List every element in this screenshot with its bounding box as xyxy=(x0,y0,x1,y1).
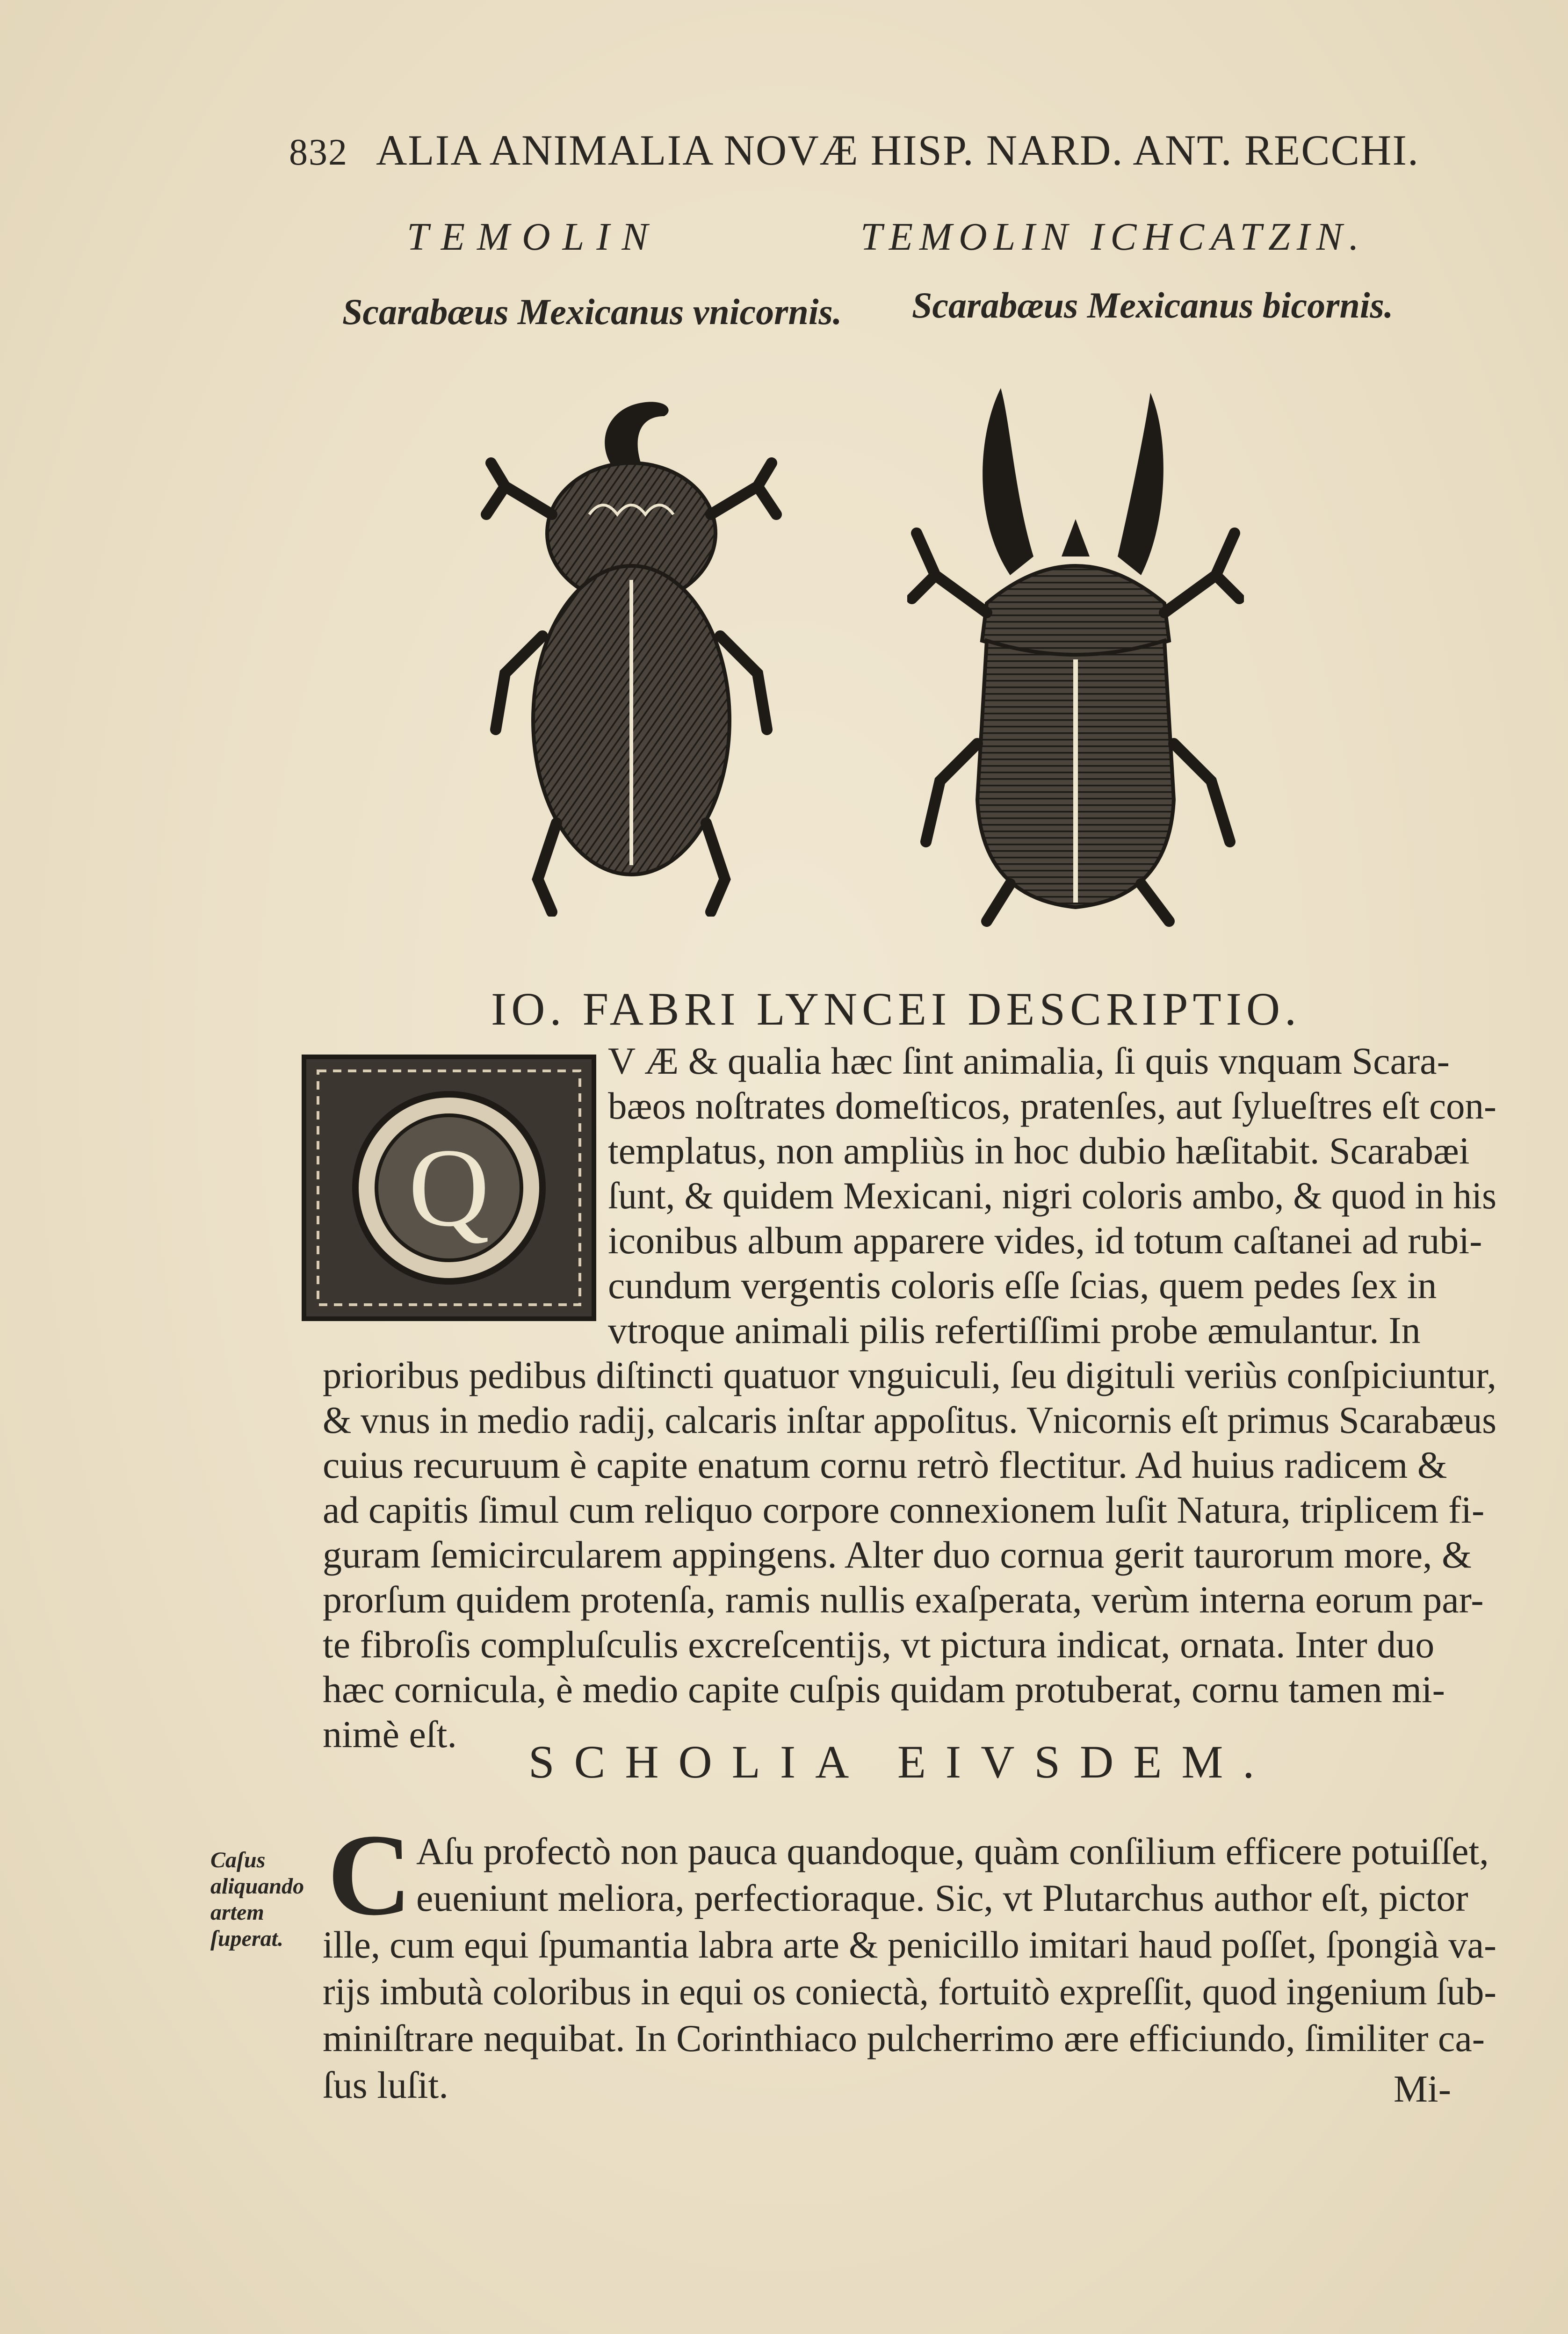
page-number: 832 xyxy=(289,132,348,173)
catchword: Mi- xyxy=(1394,2067,1451,2110)
desc-line: hæc cornicula, è medio capite cuſpis quidam protuberat, cornu tamen mi- xyxy=(323,1668,1445,1711)
beetle-bicorn-illustration xyxy=(907,379,1244,935)
running-head xyxy=(289,125,1419,175)
desc-line: prorſum quidem protenſa, ramis nullis exaſperata, verùm interna eorum par- xyxy=(323,1578,1484,1621)
initial-letter: Q xyxy=(408,1125,490,1250)
desc-line: te fibroſis compluſculis excreſcentijs, vt pictura indicat, ornata. Inter duo xyxy=(323,1623,1435,1666)
beetle-unicorn-illustration xyxy=(477,393,786,917)
desc-line: templatus, non ampliùs in hoc dubio hæſitabit. Scarabæi xyxy=(608,1129,1470,1172)
figure-caption-left: Scarabæus Mexicanus vnicornis. xyxy=(342,291,842,332)
initial-letter-c: C xyxy=(327,1810,412,1940)
decorated-initial-q xyxy=(299,1052,599,1323)
figure-title-right: TEMOLIN ICHCATZIN. xyxy=(860,215,1366,259)
desc-line: V Æ & qualia hæc ſint animalia, ſi quis vnquam Scara- xyxy=(608,1040,1450,1082)
figure-title-left: TEMOLIN xyxy=(407,215,660,259)
desc-line: & vnus in medio radij, calcaris inſtar appoſitus. Vnicornis eſt primus Scarabæus xyxy=(323,1399,1496,1441)
description-heading: IO. FABRI LYNCEI DESCRIPTIO. xyxy=(491,983,1301,1035)
desc-line: cundum vergentis coloris eſſe ſcias, quem pedes ſex in xyxy=(608,1264,1437,1307)
scholia-heading: SCHOLIA EIVSDEM. xyxy=(528,1736,1274,1788)
scholia-line: rijs imbutà coloribus in equi os coniectà, fortuitò expreſſit, quod ingenium ſub- xyxy=(323,1970,1496,2013)
desc-line: cuius recuruum è capite enatum cornu retrò flectitur. Ad huius radicem & xyxy=(323,1444,1447,1486)
desc-line: vtroque animali pilis refertiſſimi probe æmulantur. In xyxy=(608,1309,1421,1351)
scholia-line: Aſu profectò non pauca quandoque, quàm conſilium efficere potuiſſet, xyxy=(416,1830,1489,1872)
desc-line: prioribus pedibus diſtincti quatuor vnguiculi, ſeu digituli veriùs conſpiciuntur, xyxy=(323,1354,1496,1396)
running-title: ALIA ANIMALIA NOVÆ HISP. NARD. ANT. RECCHI. xyxy=(376,126,1420,174)
desc-line: bæos noſtrates domeſticos, pratenſes, aut ſylueſtres eſt con- xyxy=(608,1084,1496,1127)
desc-line: ſunt, & quidem Mexicani, nigri coloris ambo, & quod in his xyxy=(608,1174,1496,1217)
figure-caption-right: Scarabæus Mexicanus bicornis. xyxy=(912,285,1394,325)
desc-line: iconibus album apparere vides, id totum caſtanei ad rubi- xyxy=(608,1219,1482,1262)
desc-line: ad capitis ſimul cum reliquo corpore connexionem luſit Natura, triplicem fi- xyxy=(323,1489,1485,1531)
desc-line: guram ſemicircularem appingens. Alter duo cornua gerit taurorum more, & xyxy=(323,1533,1472,1576)
margin-note: Caſus aliquando artem ſuperat. xyxy=(210,1848,304,1951)
scholia-line: ſus luſit. xyxy=(323,2064,448,2106)
scholia-line: ille, cum equi ſpumantia labra arte & penicillo imitari haud poſſet, ſpongià va- xyxy=(323,1923,1496,1966)
scholia-line: eueniunt meliora, perfectioraque. Sic, vt Plutarchus author eſt, pictor xyxy=(416,1877,1468,1919)
scholia-line: miniſtrare nequibat. In Corinthiaco pulcherrimo ære efficiundo, ſimiliter ca- xyxy=(323,2017,1485,2059)
desc-line: nimè eſt. xyxy=(323,1713,457,1756)
